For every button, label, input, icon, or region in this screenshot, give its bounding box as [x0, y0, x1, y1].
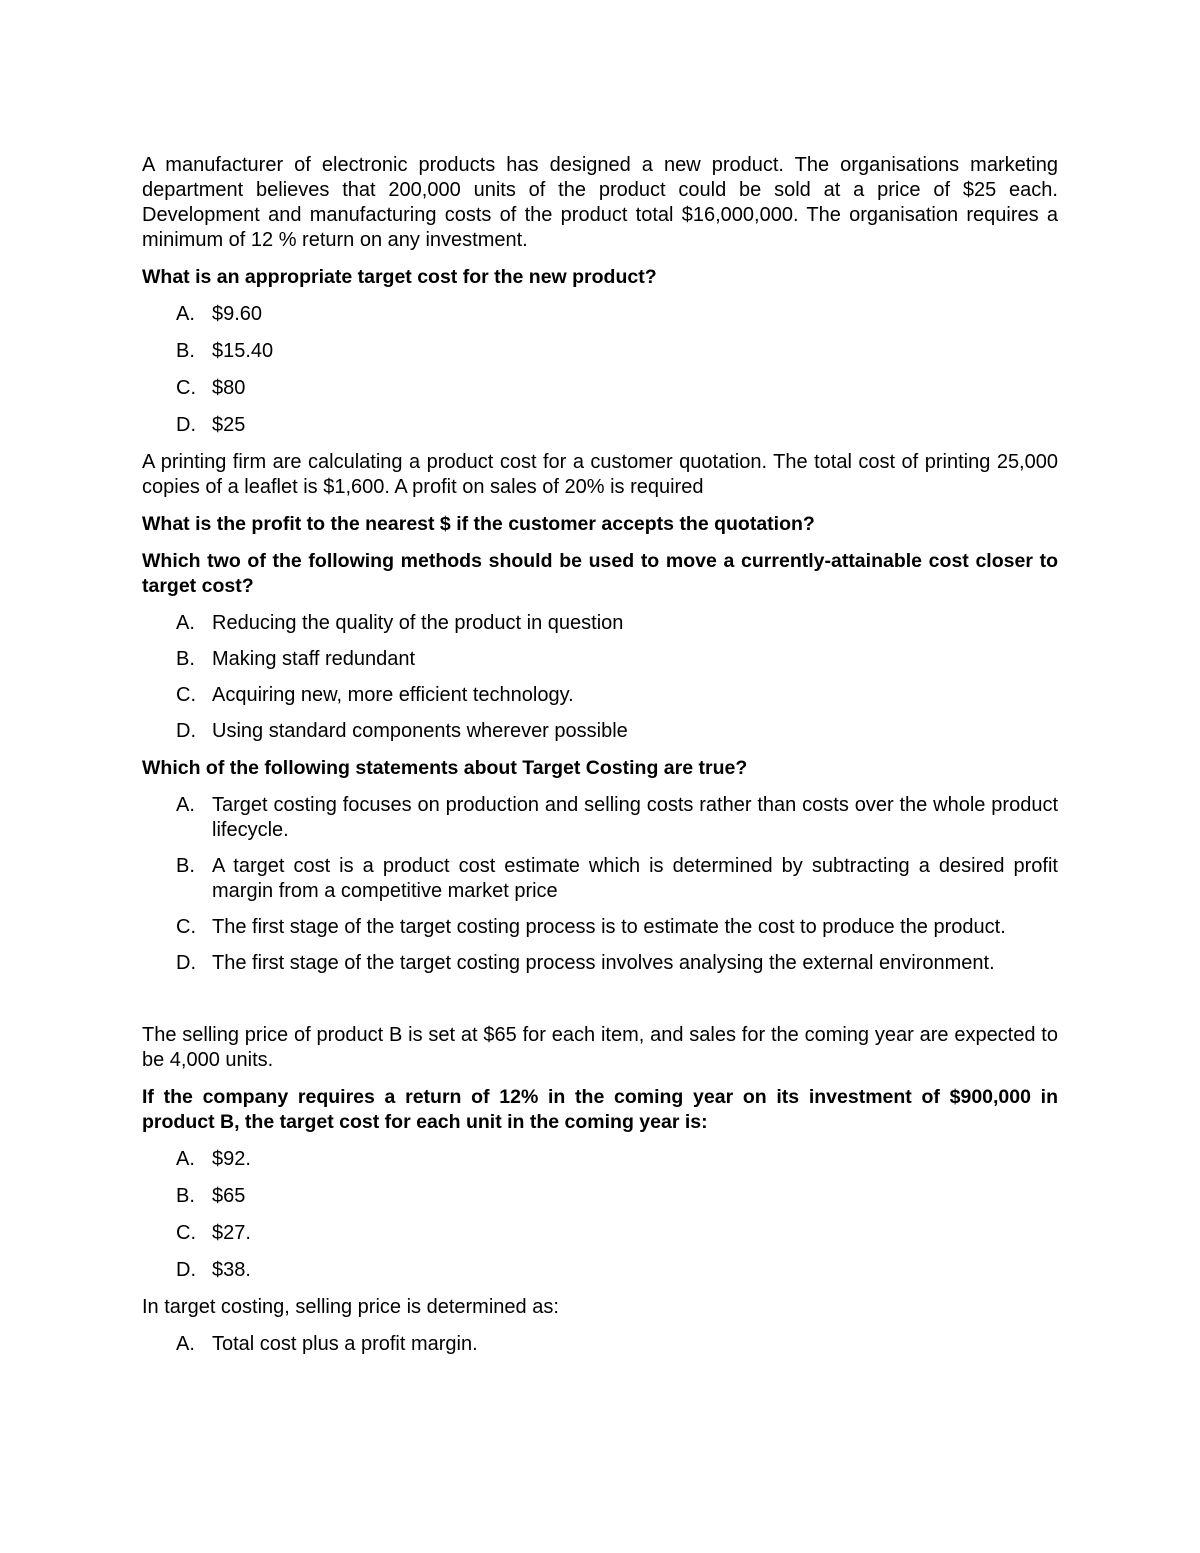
options-list	[142, 1147, 1058, 1283]
option-letter: B.	[176, 855, 195, 877]
question-target-cost-product-b: If the company requires a return of 12% in the coming year on its investment of $900,000 in product B, the target cost for each unit in the coming year is:	[142, 1086, 1058, 1133]
option-item	[142, 302, 1058, 327]
question-profit: What is the profit to the nearest $ if the customer accepts the quotation?	[142, 513, 815, 535]
option-letter: D.	[176, 414, 196, 436]
option-text: Target costing focuses on production and selling costs rather than costs over the whole product lifecycle.	[212, 794, 1058, 841]
option-item	[142, 915, 1058, 940]
option-text: Acquiring new, more efficient technology.	[212, 684, 574, 706]
options-list	[142, 1332, 1058, 1357]
option-letter: B.	[176, 340, 195, 362]
option-letter: C.	[176, 377, 196, 399]
option-item	[142, 1332, 1058, 1357]
question-methods: Which two of the following methods should be used to move a currently-attainable cost closer to target cost?	[142, 550, 1058, 597]
scenario-paragraph-2: A printing firm are calculating a product cost for a customer quotation. The total cost of printing 25,000 copies of a leaflet is $1,600. A profit on sales of 20% is required	[142, 451, 1058, 498]
option-item	[142, 339, 1058, 364]
option-item	[142, 376, 1058, 401]
option-item	[142, 1147, 1058, 1172]
option-letter: B.	[176, 1185, 195, 1207]
document-page	[142, 153, 1058, 1357]
option-letter: A.	[176, 1148, 195, 1170]
option-letter: A.	[176, 1333, 195, 1355]
option-text: $80	[212, 377, 246, 399]
option-text: A target cost is a product cost estimate which is determined by subtracting a desired profit margin from a competitive market price	[212, 855, 1058, 902]
option-letter: D.	[176, 952, 196, 974]
option-text: $27.	[212, 1222, 251, 1244]
option-item	[142, 1221, 1058, 1246]
option-item	[142, 647, 1058, 672]
option-letter: A.	[176, 612, 195, 634]
option-item	[142, 1258, 1058, 1283]
options-list	[142, 302, 1058, 438]
scenario-paragraph-4: In target costing, selling price is determined as:	[142, 1296, 559, 1318]
scenario-paragraph-3: The selling price of product B is set at $65 for each item, and sales for the coming year are expected to be 4,000 units.	[142, 1024, 1058, 1071]
question-statements: Which of the following statements about Target Costing are true?	[142, 757, 748, 779]
option-text: Reducing the quality of the product in question	[212, 612, 624, 634]
option-letter: C.	[176, 1222, 196, 1244]
option-text: $15.40	[212, 340, 274, 362]
option-item	[142, 854, 1058, 904]
option-letter: A.	[176, 794, 195, 816]
option-text: Total cost plus a profit margin.	[212, 1333, 478, 1355]
option-text: $38.	[212, 1259, 251, 1281]
option-letter: A.	[176, 303, 195, 325]
option-text: $65	[212, 1185, 246, 1207]
option-item	[142, 719, 1058, 744]
option-letter: B.	[176, 648, 195, 670]
option-text: The first stage of the target costing process involves analysing the external environment.	[212, 952, 995, 974]
option-letter: C.	[176, 916, 196, 938]
option-text: The first stage of the target costing process is to estimate the cost to produce the product.	[212, 916, 1006, 938]
question-target-cost: What is an appropriate target cost for the new product?	[142, 266, 657, 288]
option-letter: D.	[176, 720, 196, 742]
option-item	[142, 793, 1058, 843]
option-item	[142, 683, 1058, 708]
options-list	[142, 611, 1058, 744]
option-text: $92.	[212, 1148, 251, 1170]
option-text: Using standard components wherever possible	[212, 720, 628, 742]
option-item	[142, 413, 1058, 438]
option-text: Making staff redundant	[212, 648, 416, 670]
option-item	[142, 951, 1058, 976]
options-list	[142, 793, 1058, 976]
option-item	[142, 1184, 1058, 1209]
scenario-paragraph-1: A manufacturer of electronic products has designed a new product. The organisations marketing department believes that 200,000 units of the product could be sold at a price of $25 each. Development and manufacturing costs of the product total $16,000,000. The organisation requires a minimum of 12 % return on any investment.	[142, 154, 1058, 251]
option-letter: D.	[176, 1259, 196, 1281]
option-text: $25	[212, 414, 246, 436]
option-item	[142, 611, 1058, 636]
option-letter: C.	[176, 684, 196, 706]
option-text: $9.60	[212, 303, 263, 325]
